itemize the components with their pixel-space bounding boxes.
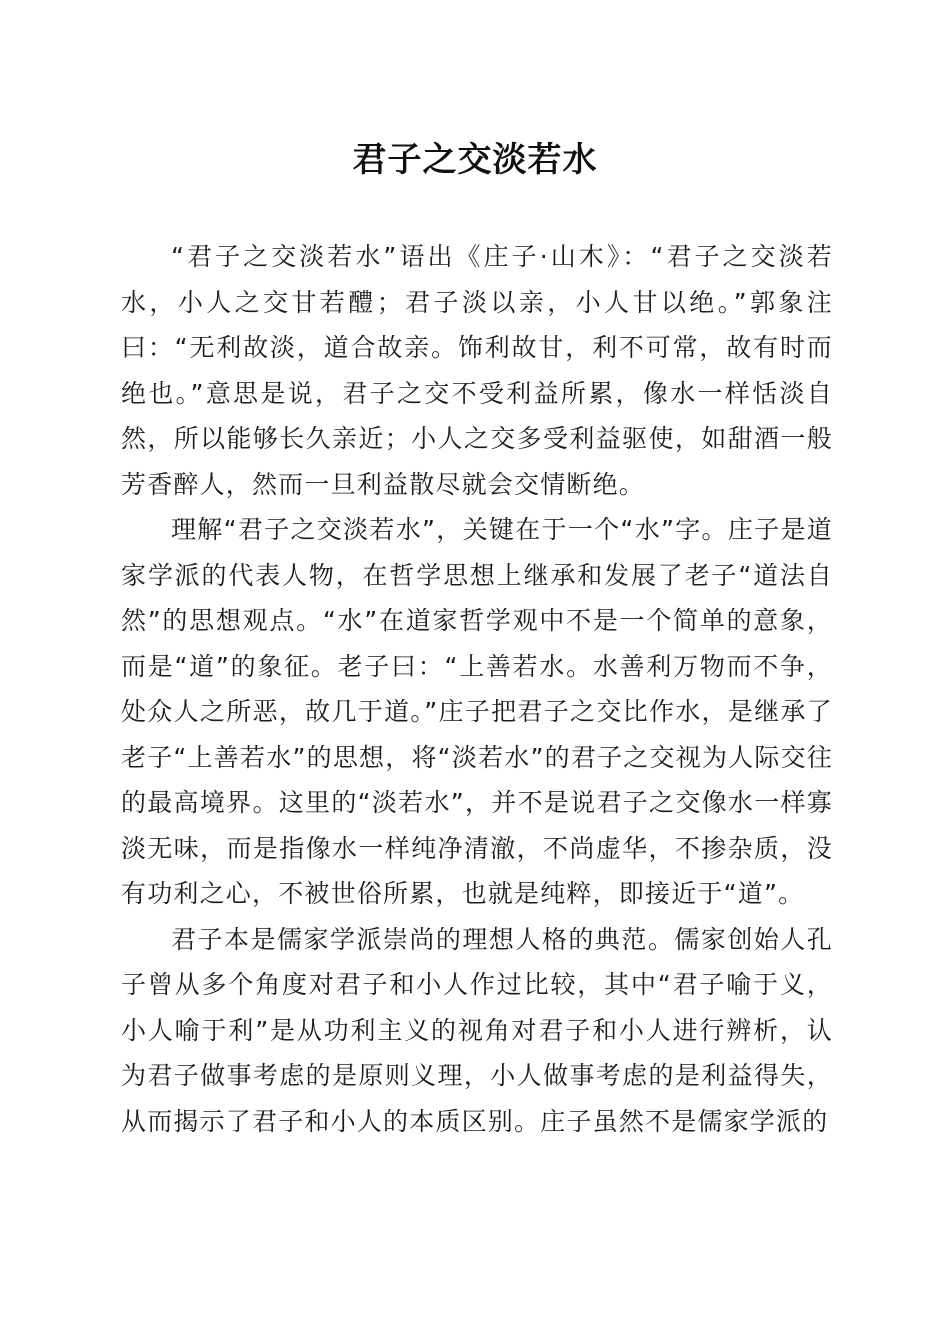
paragraph-3: 君子本是儒家学派崇尚的理想人格的典范。儒家创始人孔子曾从多个角度对君子和小人作过比较，其中“君子喻于义，小人喻于利”是从功利主义的视角对君子和小人进行辨析，认为君子做事考虑的是原则义理，小人做事考虑的是利益得失，从而揭示了君子和小人的本质区别。庄子虽然不是儒家学派的 [121, 924, 833, 1136]
paragraph-2: 理解“君子之交淡若水”，关键在于一个“水”字。庄子是道家学派的代表人物，在哲学思想上继承和发展了老子“道法自然”的思想观点。“水”在道家哲学观中不是一个简单的意象，而是“道”的象征。老子曰：“上善若水。水善利万物而不争，处众人之所恶，故几于道。”庄子把君子之交比作水，是继承了老子“上善若水”的思想，将“淡若水”的君子之交视为人际交往的最高境界。这里的“淡若水”，并不是说君子之交像水一样寡淡无味，而是指像水一样纯净清澈，不尚虚华，不掺杂质，没有功利之心，不被世俗所累，也就是纯粹，即接近于“道”。 [121, 515, 833, 908]
document-body [121, 234, 833, 1144]
document-title: 君子之交淡若水 [352, 140, 598, 180]
paragraph-1: “君子之交淡若水”语出《庄子·山木》：“君子之交淡若水，小人之交甘若醴；君子淡以亲，小人甘以绝。”郭象注曰：“无利故淡，道合故亲。饰利故甘，利不可常，故有时而绝也。”意思是说，君子之交不受利益所累，像水一样恬淡自然，所以能够长久亲近；小人之交多受利益驱使，如甜酒一般芳香醉人，然而一旦利益散尽就会交情断绝。 [121, 242, 833, 499]
